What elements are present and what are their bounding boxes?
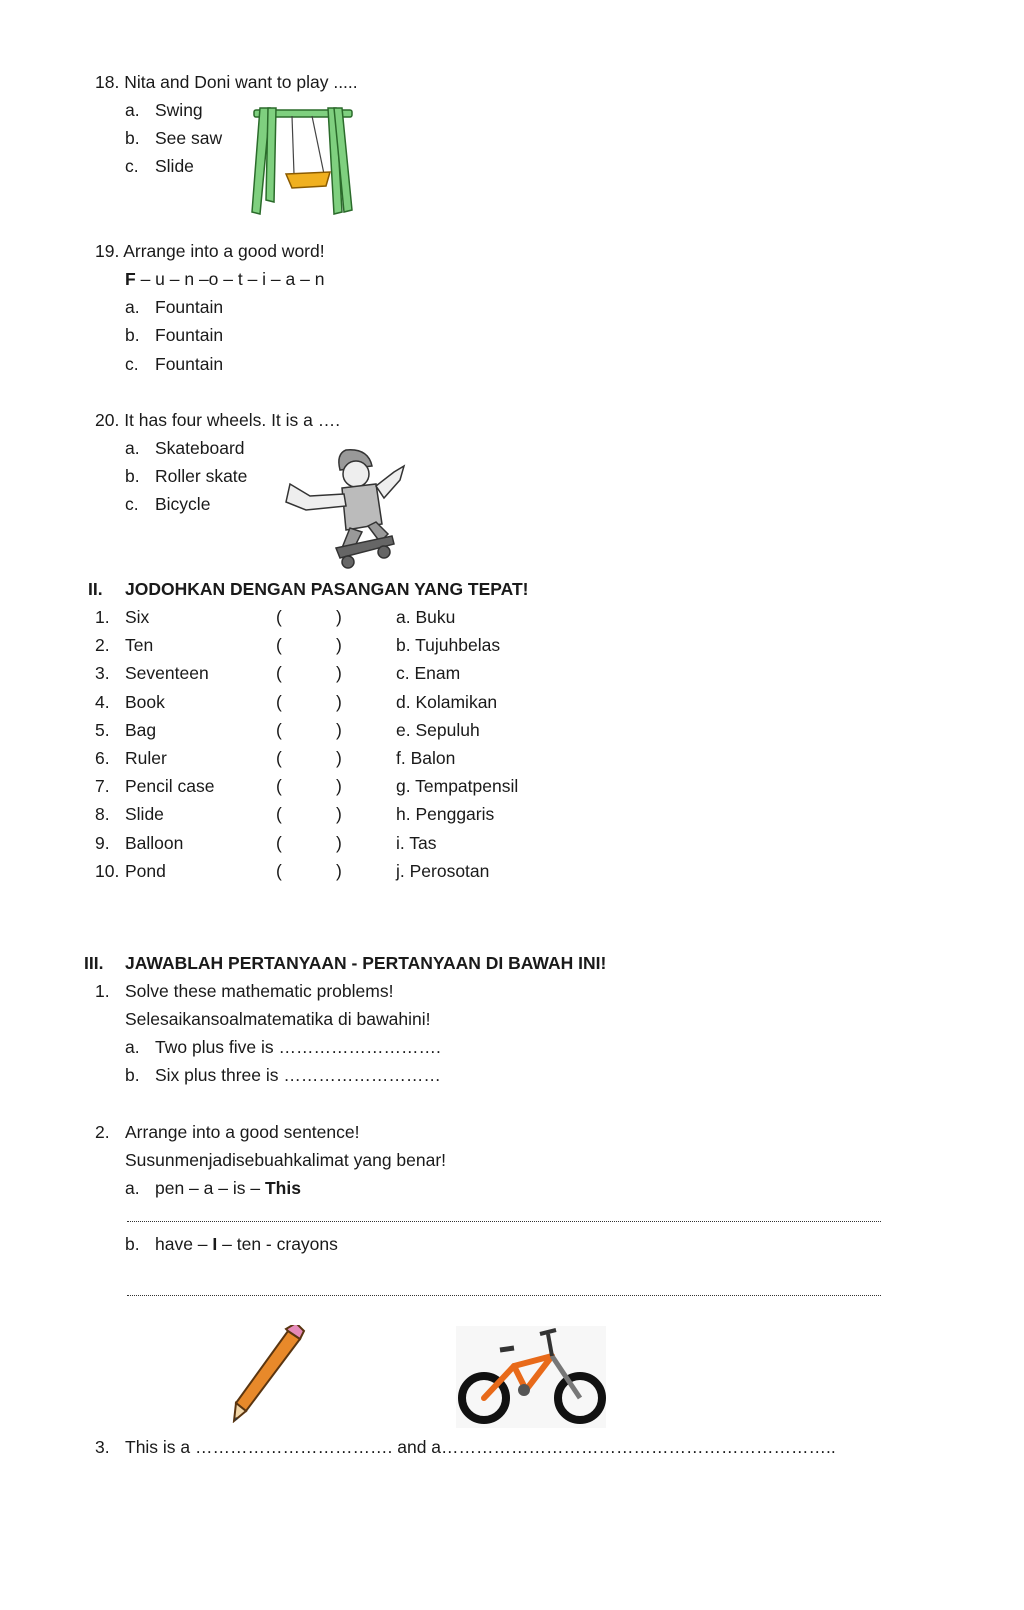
matching-row-word: Six: [125, 607, 150, 627]
answer-paren-close[interactable]: ): [336, 832, 342, 853]
q20-option-b: b. Roller skate: [125, 466, 248, 486]
question-20-stem: 20. It has four wheels. It is a ….: [95, 410, 341, 430]
question-18-stem: 18. Nita and Doni want to play .....: [95, 72, 358, 92]
q3-2-option-b: b. have – I – ten - crayons: [125, 1234, 338, 1254]
matching-row-word: Bag: [125, 719, 157, 740]
matching-row-answer: g. Tempatpensil: [396, 776, 519, 797]
answer-paren-close[interactable]: ): [336, 719, 342, 740]
matching-row-number: 3.: [95, 663, 110, 684]
matching-row-word: Balloon: [125, 832, 184, 853]
matching-row-answer: b. Tujuhbelas: [396, 635, 501, 656]
q18-option-b: b. See saw: [125, 128, 223, 148]
q19-scramble: F – u – n –o – t – i – a – n: [125, 269, 325, 289]
answer-paren-open[interactable]: (: [276, 635, 282, 656]
answer-paren-open[interactable]: (: [276, 804, 282, 825]
answer-paren-open[interactable]: (: [276, 748, 282, 768]
matching-row-answer: c. Enam: [396, 663, 461, 684]
matching-row-word: Slide: [125, 804, 164, 825]
answer-paren-close[interactable]: ): [336, 607, 342, 627]
answer-paren-open[interactable]: (: [276, 832, 282, 853]
q19-option-b: b. Fountain: [125, 325, 224, 345]
matching-row-word: Pencil case: [125, 776, 215, 797]
q3-2-line1: Arrange into a good sentence!: [125, 1122, 360, 1142]
q3-3-text: This is a ……………………………. and a…………………………………………………………..: [125, 1437, 836, 1457]
matching-row-number: 8.: [95, 804, 110, 825]
section-2-title: JODOHKAN DENGAN PASANGAN YANG TEPAT!: [125, 579, 529, 599]
q3-1-line1: Solve these mathematic problems!: [125, 981, 394, 1001]
matching-row-answer: i. Tas: [396, 832, 437, 853]
matching-row-answer: e. Sepuluh: [396, 719, 480, 740]
answer-paren-open[interactable]: (: [276, 860, 282, 881]
answer-paren-close[interactable]: ): [336, 804, 342, 825]
matching-row-word: Pond: [125, 860, 166, 881]
answer-line-2b[interactable]: [127, 1295, 881, 1296]
matching-row-number: 4.: [95, 691, 110, 712]
matching-row-answer: d. Kolamikan: [396, 691, 498, 712]
q18-option-a: a. Swing: [125, 100, 203, 120]
matching-row-word: Book: [125, 691, 165, 712]
answer-paren-open[interactable]: (: [276, 691, 282, 712]
q3-2-option-a: a. pen – a – is – This: [125, 1178, 301, 1198]
section-3-numeral: III.: [84, 953, 104, 973]
matching-row-number: 2.: [95, 635, 110, 656]
q20-option-c: c. Bicycle: [125, 494, 211, 514]
matching-row-word: Ten: [125, 635, 154, 656]
pencil-illustration: [228, 1325, 308, 1423]
matching-row-number: 10.: [95, 860, 120, 881]
q3-2-line2: Susunmenjadisebuahkalimat yang benar!: [125, 1150, 447, 1170]
q20-option-a: a. Skateboard: [125, 438, 245, 458]
section-3-title: JAWABLAH PERTANYAAN - PERTANYAAN DI BAWAH INI!: [125, 953, 607, 973]
answer-paren-close[interactable]: ): [336, 663, 342, 684]
q3-1-number: 1.: [95, 981, 110, 1001]
answer-paren-open[interactable]: (: [276, 776, 282, 797]
matching-row-number: 1.: [95, 607, 110, 627]
swing-illustration: [246, 102, 358, 218]
q3-2-number: 2.: [95, 1122, 110, 1142]
q3-3-number: 3.: [95, 1437, 110, 1457]
matching-row-word: Seventeen: [125, 663, 209, 684]
matching-row-word: Ruler: [125, 748, 167, 768]
skateboarder-illustration: [276, 444, 410, 574]
matching-row-answer: a. Buku: [396, 607, 456, 627]
matching-row-number: 6.: [95, 748, 110, 768]
answer-line-2a[interactable]: [127, 1221, 881, 1222]
q3-1-option-a: a. Two plus five is ……………………….: [125, 1037, 441, 1057]
bicycle-illustration: [456, 1326, 606, 1428]
q18-option-c: c. Slide: [125, 156, 194, 176]
answer-paren-open[interactable]: (: [276, 719, 282, 740]
answer-paren-open[interactable]: (: [276, 607, 282, 627]
answer-paren-close[interactable]: ): [336, 776, 342, 797]
matching-row-number: 9.: [95, 832, 110, 853]
matching-row-answer: h. Penggaris: [396, 804, 495, 825]
answer-paren-close[interactable]: ): [336, 748, 342, 768]
q3-1-line2: Selesaikansoalmatematika di bawahini!: [125, 1009, 431, 1029]
q3-1-option-b: b. Six plus three is ………………………: [125, 1065, 441, 1085]
matching-row-number: 7.: [95, 776, 110, 797]
matching-row-number: 5.: [95, 719, 110, 740]
answer-paren-close[interactable]: ): [336, 860, 342, 881]
matching-row-answer: j. Perosotan: [396, 860, 490, 881]
answer-paren-close[interactable]: ): [336, 691, 342, 712]
section-2-numeral: II.: [88, 579, 103, 599]
question-19-stem: 19. Arrange into a good word!: [95, 241, 325, 261]
answer-paren-open[interactable]: (: [276, 663, 282, 684]
matching-row-answer: f. Balon: [396, 748, 456, 768]
q19-option-a: a. Fountain: [125, 297, 224, 317]
q19-option-c: c. Fountain: [125, 354, 224, 374]
answer-paren-close[interactable]: ): [336, 635, 342, 656]
